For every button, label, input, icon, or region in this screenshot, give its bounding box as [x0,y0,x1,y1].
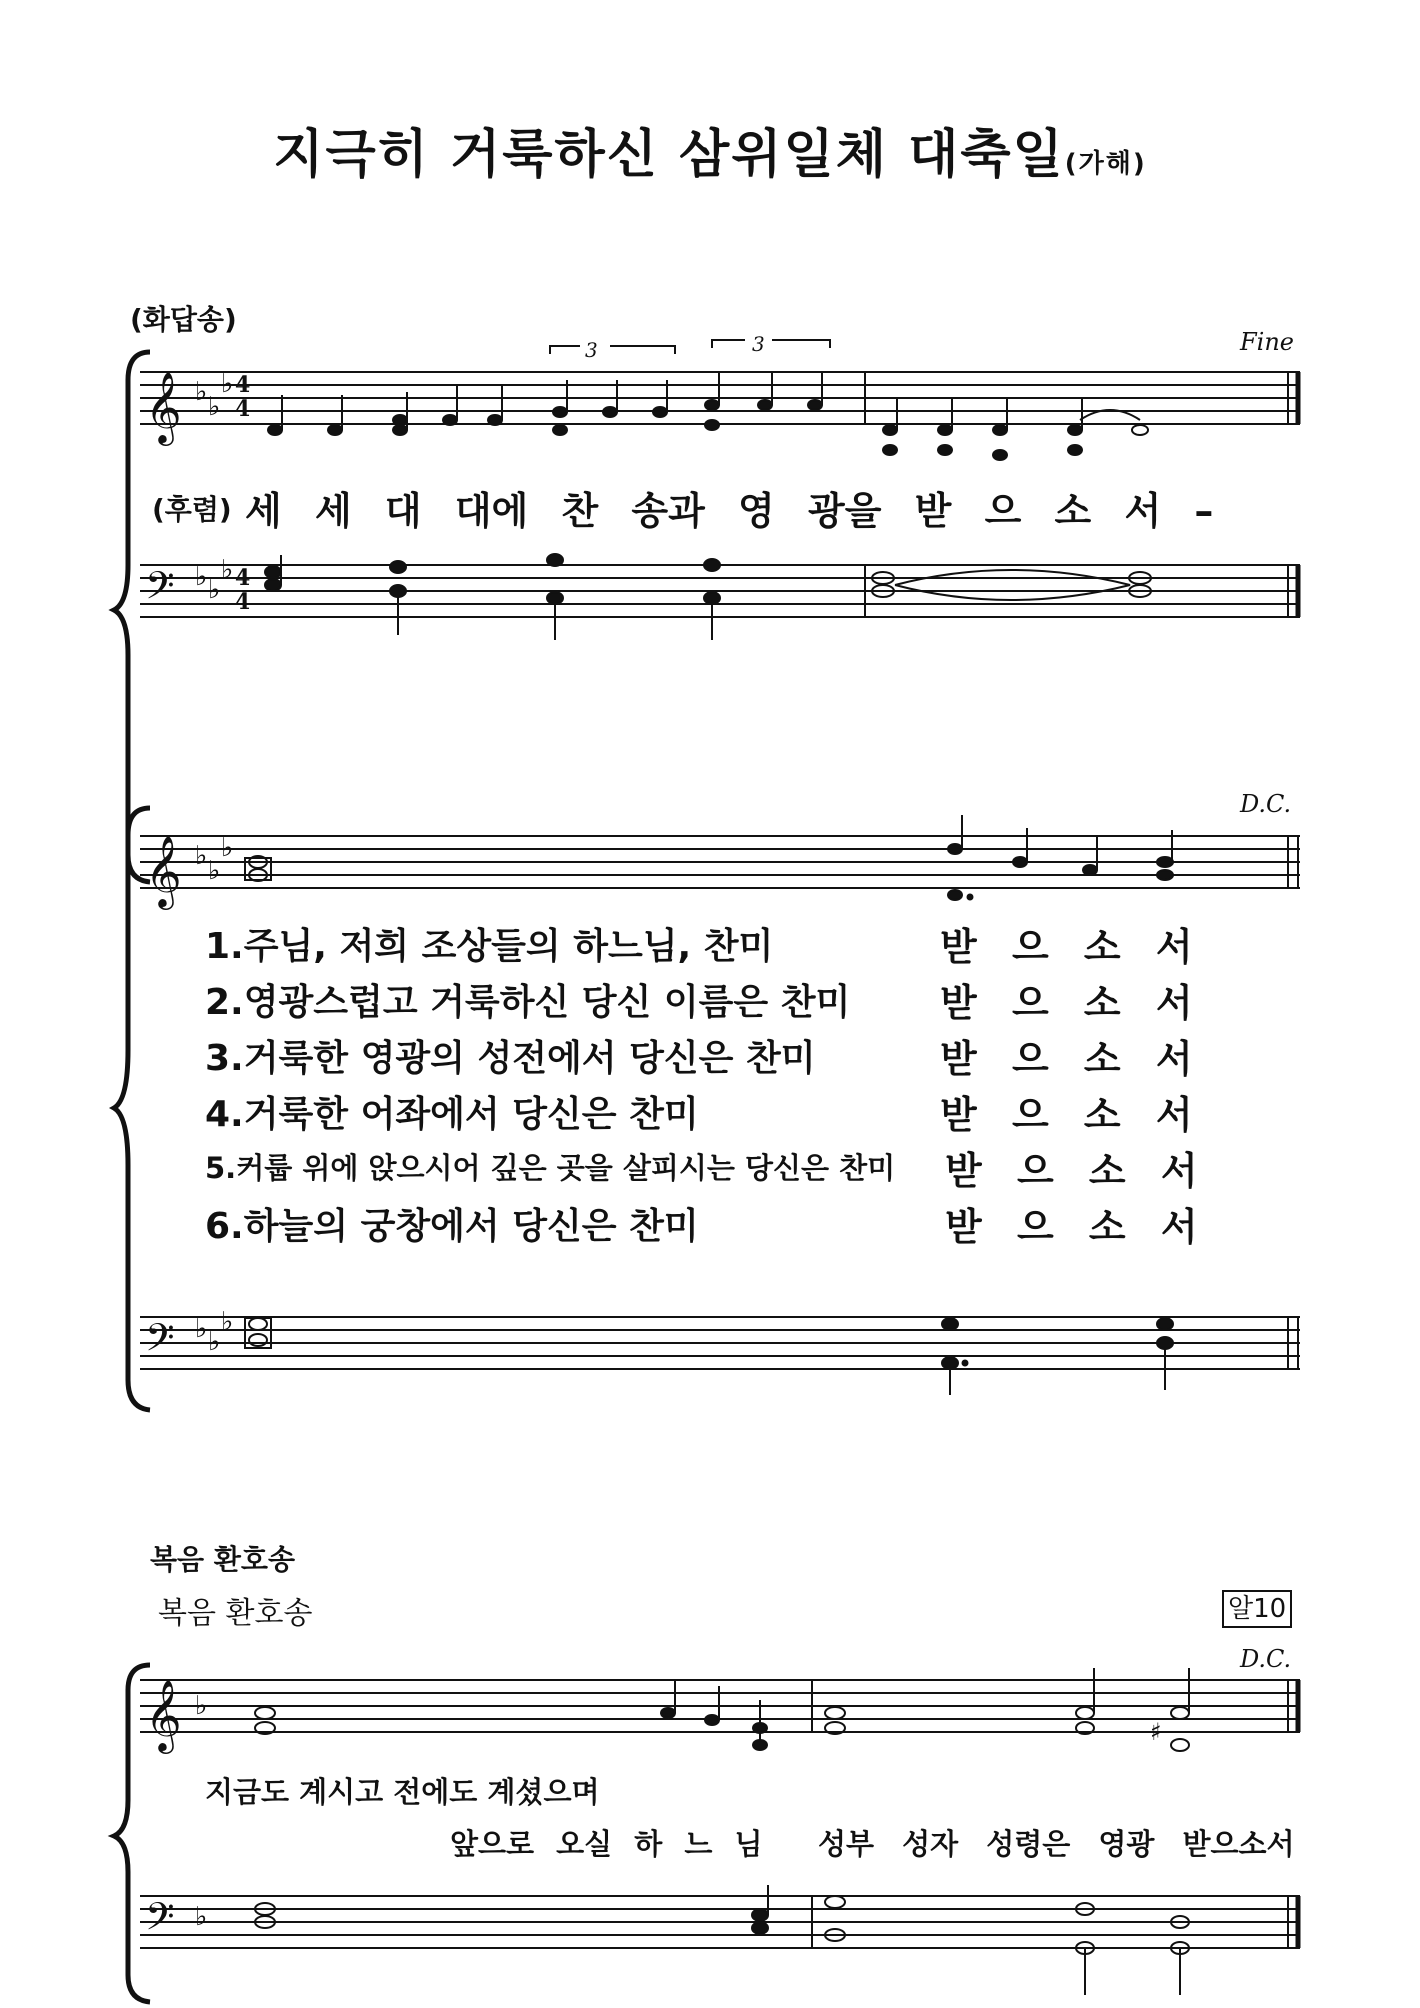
triplet-mark-1: 3 [585,338,598,362]
svg-text:𝄢: 𝄢 [145,1894,175,1948]
gospel-heading-scanned: 복음 환호송 [158,1596,313,1631]
svg-text:♭: ♭ [221,833,234,863]
svg-text:4: 4 [235,396,251,422]
svg-text:𝄢: 𝄢 [145,1315,175,1369]
svg-text:♭: ♭ [195,562,208,592]
gospel-dc-mark: D.C. [1240,1645,1292,1673]
svg-text:♭: ♭ [195,1902,208,1932]
refrain-label: (후렴) [152,493,232,526]
svg-text:♭: ♭ [221,369,234,399]
svg-text:♭: ♭ [208,575,221,605]
triplet-mark-2: 3 [752,332,765,356]
svg-text:♭: ♭ [195,377,208,407]
svg-text:♭: ♭ [195,841,208,871]
svg-text:𝄞: 𝄞 [145,834,182,907]
psalm-verse-4-response: 받 으 소 서 [940,1093,1193,1137]
svg-text:4: 4 [235,565,251,591]
gospel-lyric-line-2b: 성부 성자 성령은 영광 받으소서 [818,1827,1295,1861]
svg-text:♭: ♭ [208,856,221,886]
psalm-verse-5-response: 받 으 소 서 [945,1149,1198,1193]
psalm-verse-5: 5.커룹 위에 앉으시어 깊은 곳을 살피시는 당신은 찬미 [205,1151,896,1185]
psalm-dc-mark: D.C. [1240,790,1292,818]
title-main: 지극히 거룩하신 삼위일체 대축일 [273,125,1065,185]
psalm-verse-6: 6.하늘의 궁창에서 당신은 찬미 [205,1206,699,1247]
refrain-text: 세 세 대 대에 찬 송과 영 광을 받 으 소 서 – [245,489,1214,533]
svg-text:♯: ♯ [1150,1718,1162,1746]
fine-mark: Fine [1240,328,1294,356]
svg-text:4: 4 [235,589,251,615]
svg-text:4: 4 [235,372,251,398]
psalm-verse-2-response: 받 으 소 서 [940,981,1193,1025]
svg-text:♭: ♭ [221,555,234,585]
svg-text:♭: ♭ [195,1691,208,1721]
svg-text:♭: ♭ [208,392,221,422]
svg-text:𝄢: 𝄢 [145,563,175,617]
svg-text:♭: ♭ [221,1307,234,1337]
svg-text:𝄞: 𝄞 [145,1678,182,1751]
psalm-verse-1-response: 받 으 소 서 [940,925,1193,969]
gospel-number-box: 알10 [1222,1590,1292,1628]
psalm-verse-3-response: 받 으 소 서 [940,1037,1193,1081]
psalm-verse-1: 1.주님, 저희 조상들의 하느님, 찬미 [205,926,774,967]
gospel-heading: 복음 환호송 [150,1543,295,1576]
svg-text:𝄞: 𝄞 [145,370,182,443]
title-sub: (가해) [1064,149,1147,179]
psalm-section-label: (화답송) [130,303,237,336]
psalm-verse-4: 4.거룩한 어좌에서 당신은 찬미 [205,1094,699,1135]
gospel-lyric-line-2a: 앞으로 오실 하 느 님 [450,1827,763,1861]
gospel-lyric-line-1: 지금도 계시고 전에도 계셨으며 [205,1775,600,1809]
psalm-verse-2: 2.영광스럽고 거룩하신 당신 이름은 찬미 [205,982,851,1023]
svg-text:♭: ♭ [208,1327,221,1357]
svg-text:♭: ♭ [195,1314,208,1344]
psalm-verse-3: 3.거룩한 영광의 성전에서 당신은 찬미 [205,1038,816,1079]
psalm-verse-6-response: 받 으 소 서 [945,1205,1198,1249]
